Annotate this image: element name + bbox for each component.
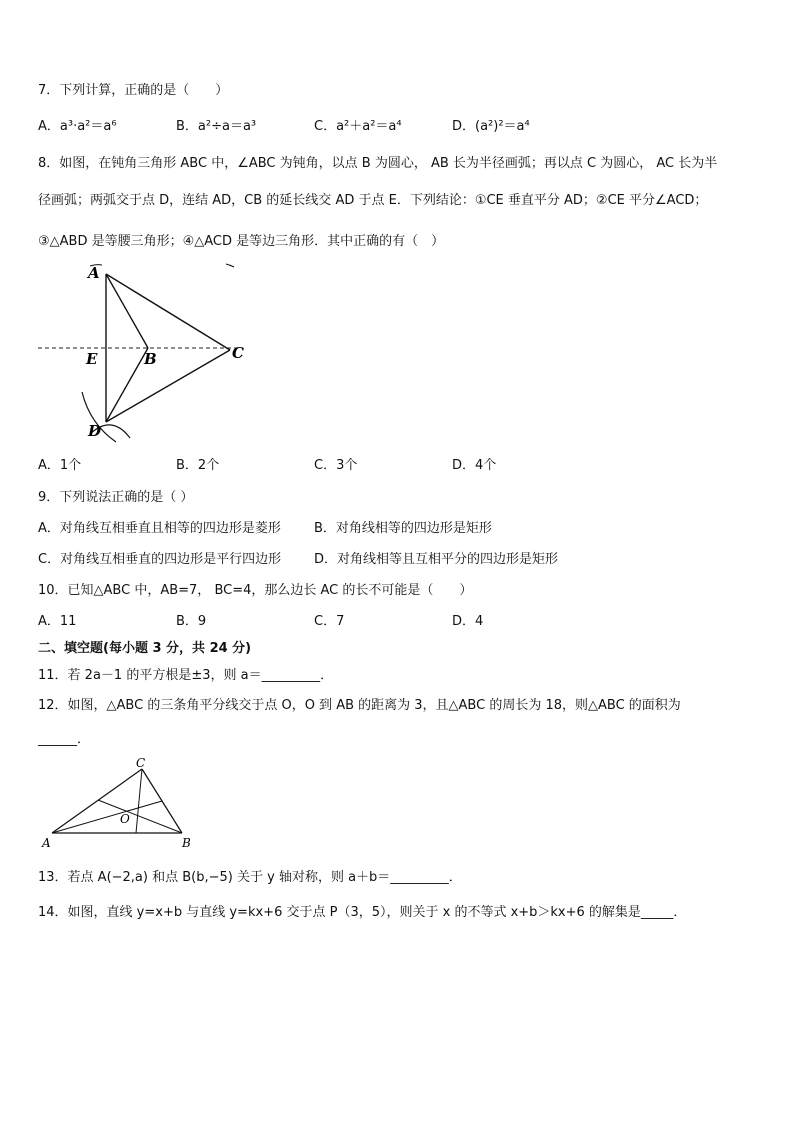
q10-stem: 10．已知△ABC 中，AB=7， BC=4，那么边长 AC 的长不可能是（ ）	[38, 583, 473, 598]
q10-option-b: B．9	[176, 614, 207, 629]
q10-option-a: A．11	[38, 614, 77, 629]
q9-option-c: C．对角线互相垂直的四边形是平行四边形	[38, 552, 282, 567]
q8-line-1: 8．如图，在钝角三角形 ABC 中，∠ABC 为钝角，以点 B 为圆心， AB 长为半径画弧；再以点 C 为圆心， AC 长为半	[38, 156, 718, 171]
q8-label-b: B	[144, 350, 157, 368]
q8-option-d: D．4个	[452, 458, 497, 473]
q12-bisector-a	[52, 801, 162, 833]
q8-label-e: E	[86, 350, 98, 368]
q7-stem: 7．下列计算，正确的是（ ）	[38, 83, 229, 98]
q8-label-c: C	[232, 344, 244, 362]
q7-option-c: C．a²＋a²＝a⁴	[314, 119, 402, 134]
q8-line-3: ③△ABD 是等腰三角形；④△ACD 是等边三角形．其中正确的有（ ）	[38, 234, 445, 249]
q9-option-b: B．对角线相等的四边形是矩形	[314, 521, 492, 536]
q14-stem: 14．如图，直线 y=x+b 与直线 y=kx+6 交于点 P（3，5），则关于 x 的不等式 x+b＞kx+6 的解集是_____．	[38, 905, 687, 920]
q9-option-a: A．对角线互相垂直且相等的四边形是菱形	[38, 521, 281, 536]
q12-line-2: ______．	[38, 732, 91, 747]
q9-stem: 9．下列说法正确的是（ ）	[38, 490, 194, 505]
q7-option-a: A．a³·a²＝a⁶	[38, 119, 117, 134]
q8-figure	[30, 258, 260, 448]
q10-option-d: D．4	[452, 614, 484, 629]
q8-option-b: B．2个	[176, 458, 220, 473]
section-heading-fill-blank: 二、填空题(每小题 3 分，共 24 分)	[38, 641, 252, 656]
q11-stem: 11．若 2a－1 的平方根是±3，则 a＝_________．	[38, 668, 334, 683]
q8-option-c: C．3个	[314, 458, 358, 473]
q8-segment-bd	[106, 348, 148, 422]
q12-label-c: C	[136, 756, 146, 770]
q13-stem: 13．若点 A(−2,a) 和点 B(b,−5) 关于 y 轴对称，则 a＋b＝_________．	[38, 870, 462, 885]
q8-option-a: A．1个	[38, 458, 82, 473]
q12-figure	[36, 755, 206, 853]
q12-label-o: O	[120, 812, 130, 826]
q7-option-b: B．a²÷a＝a³	[176, 119, 257, 134]
q9-option-d: D．对角线相等且互相平分的四边形是矩形	[314, 552, 559, 567]
q8-segment-ac	[106, 274, 230, 350]
q10-option-c: C．7	[314, 614, 345, 629]
q12-label-b: B	[182, 836, 191, 850]
q12-line-1: 12．如图，△ABC 的三条角平分线交于点 O，O 到 AB 的距离为 3，且△ABC 的周长为 18，则△ABC 的面积为	[38, 698, 681, 713]
q12-bisector-b	[98, 800, 182, 833]
q12-bisector-c	[136, 769, 142, 833]
q8-segment-dc	[106, 350, 230, 422]
q7-option-d: D．(a²)²＝a⁴	[452, 119, 530, 134]
q8-label-a: A	[88, 264, 100, 282]
q8-line-2: 径画弧；两弧交于点 D，连结 AD，CB 的延长线交 AD 于点 E．下列结论：①CE 垂直平分 AD；②CE 平分∠ACD；	[38, 193, 708, 208]
q8-label-d: D	[88, 422, 102, 440]
q12-label-a: A	[42, 836, 51, 850]
q8-segment-ab	[106, 274, 148, 348]
q8-arc-top-2	[226, 264, 234, 267]
